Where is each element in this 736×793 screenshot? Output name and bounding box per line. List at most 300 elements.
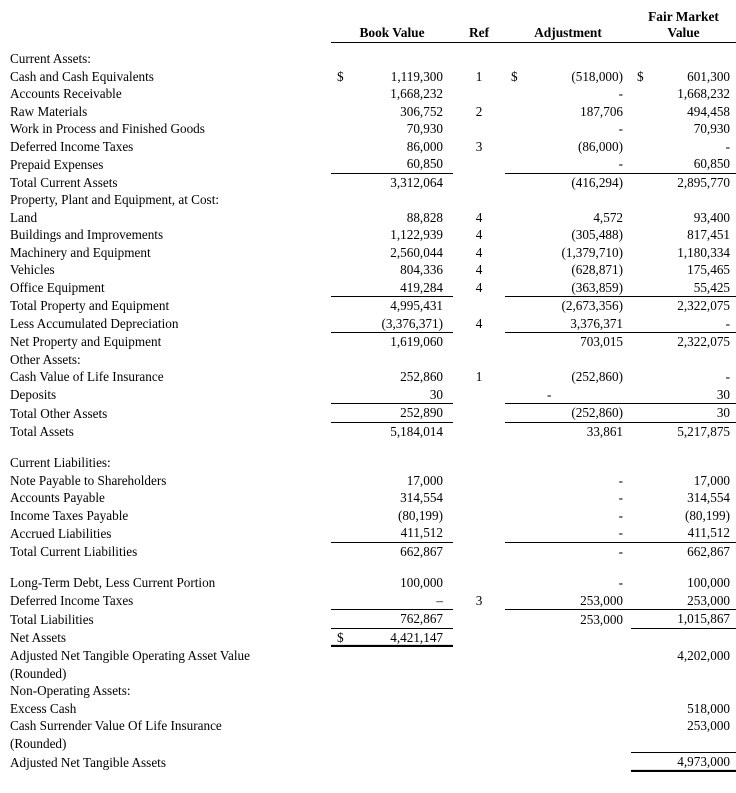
cell-fair-market-value (631, 333, 736, 351)
cell-adjustment (505, 279, 631, 297)
cell-adjustment (505, 120, 631, 138)
spacer-cell (505, 440, 631, 454)
figure: 70,930 (693, 121, 730, 136)
cell-adjustment (505, 542, 631, 560)
cell-adjustment (505, 753, 631, 772)
cell-ref: 4 (475, 209, 483, 225)
row-label: Deferred Income Taxes (10, 138, 134, 154)
figure: - (618, 86, 623, 101)
cell-adjustment (505, 173, 631, 191)
figure: 100,000 (687, 575, 730, 590)
table-row (10, 628, 736, 647)
cell-book-value (331, 574, 453, 592)
cell-fair-market-value (631, 226, 736, 244)
table-row (10, 120, 736, 138)
row-label: Vehicles (10, 262, 55, 277)
table-row (10, 753, 736, 772)
row-label: Non-Operating Assets: (10, 683, 131, 698)
cell-ref: 3 (475, 593, 483, 608)
cell-fair-market-value (631, 279, 736, 297)
cell-book-value (331, 209, 453, 227)
figure: 1,668,232 (390, 86, 443, 101)
cell-fair-market-value (631, 368, 736, 386)
figure: 419,284 (400, 279, 443, 295)
row-label: Note Payable to Shareholders (10, 472, 167, 488)
cell-adjustment (505, 507, 631, 525)
cell-ref (453, 507, 505, 525)
row-label: Total Current Assets (10, 174, 118, 190)
cell-fair-market-value (631, 489, 736, 507)
row-label: Deferred Income Taxes (10, 593, 134, 608)
cell-ref (453, 404, 505, 423)
cell-book-value (331, 524, 453, 542)
cell-book-value (331, 226, 453, 244)
cell-adjustment (505, 261, 631, 279)
figure: (80,199) (397, 507, 443, 523)
cell-adjustment (505, 628, 631, 647)
figure: (628,871) (571, 262, 623, 277)
header-rule-book-value (331, 43, 453, 51)
figure: (252,860) (571, 405, 623, 420)
cell-book-value (331, 155, 453, 173)
currency-symbol: $ (337, 68, 344, 84)
figure: 253,000 (687, 592, 730, 608)
cell-fair-market-value (631, 542, 736, 560)
cell-fair-market-value (631, 753, 736, 772)
row-label: Excess Cash (10, 700, 77, 716)
cell-book-value (331, 735, 453, 753)
figure: - (618, 490, 623, 505)
row-label: Work in Process and Finished Goods (10, 121, 205, 136)
table-row (10, 682, 736, 700)
row-label: Total Assets (10, 423, 74, 439)
row-label: Accrued Liabilities (10, 525, 112, 541)
cell-fair-market-value (631, 68, 736, 86)
table-row (10, 173, 736, 191)
spacer-cell (10, 560, 331, 574)
cell-ref (453, 155, 505, 173)
figure: - (618, 525, 623, 540)
figure: 314,554 (400, 490, 443, 505)
figure: 253,000 (580, 611, 623, 627)
cell-fair-market-value (631, 85, 736, 103)
cell-fair-market-value (631, 735, 736, 753)
table-body (10, 50, 736, 771)
figure: - (618, 472, 623, 488)
figure: 662,867 (687, 543, 730, 559)
table-row (10, 454, 736, 472)
cell-adjustment (505, 404, 631, 423)
cell-book-value (331, 386, 453, 404)
row-label: Total Current Liabilities (10, 543, 138, 559)
table-row (10, 50, 736, 68)
figure: 518,000 (687, 700, 730, 716)
cell-ref: 4 (475, 244, 483, 260)
figure: - (725, 315, 730, 331)
figure: 60,850 (693, 156, 730, 171)
figure: 86,000 (406, 138, 443, 154)
spacer-cell (10, 440, 331, 454)
figure: 253,000 (580, 592, 623, 608)
cell-book-value (331, 315, 453, 333)
row-label: Property, Plant and Equipment, at Cost: (10, 192, 220, 207)
figure: 253,000 (687, 718, 730, 733)
row-label: Long-Term Debt, Less Current Portion (10, 575, 216, 590)
cell-ref (453, 297, 505, 315)
spacer-cell (331, 560, 453, 574)
cell-ref (453, 386, 505, 404)
cell-ref (453, 524, 505, 542)
cell-book-value (331, 542, 453, 560)
table-row (10, 68, 736, 86)
cell-ref (453, 647, 505, 665)
cell-adjustment (505, 592, 631, 610)
spacer-cell (631, 560, 736, 574)
figure: 804,336 (400, 262, 443, 277)
figure: 5,217,875 (677, 423, 730, 439)
table-row (10, 85, 736, 103)
cell-fair-market-value (631, 717, 736, 735)
cell-fair-market-value (631, 647, 736, 665)
column-header-fair-market-value (631, 0, 736, 43)
figure: 314,554 (687, 490, 730, 505)
currency-symbol: $ (337, 629, 344, 645)
cell-ref (453, 333, 505, 351)
column-header-adjustment: Adjustment (534, 24, 602, 40)
cell-ref (453, 700, 505, 718)
row-label: Current Assets: (10, 51, 91, 66)
row-label: Income Taxes Payable (10, 507, 129, 523)
figure: 17,000 (693, 472, 730, 488)
cell-fair-market-value (631, 574, 736, 592)
cell-adjustment (505, 422, 631, 440)
figure: - (725, 369, 730, 384)
cell-fair-market-value (631, 682, 736, 700)
cell-adjustment (505, 735, 631, 753)
column-header-book-value: Book Value (359, 24, 425, 40)
cell-book-value (331, 489, 453, 507)
table-row (10, 333, 736, 351)
table-row (10, 592, 736, 610)
cell-adjustment (505, 191, 631, 209)
cell-book-value (331, 244, 453, 262)
adjusted-net-tangible-assets-table (10, 0, 736, 772)
table-row (10, 472, 736, 490)
cell-adjustment (505, 524, 631, 542)
cell-adjustment (505, 489, 631, 507)
cell-book-value (331, 120, 453, 138)
cell-fair-market-value (631, 244, 736, 262)
figure: - (547, 386, 552, 402)
table-row (10, 103, 736, 121)
figure: (80,199) (684, 507, 730, 523)
figure: (86,000) (577, 138, 623, 154)
cell-book-value (331, 103, 453, 121)
figure: - (618, 507, 623, 523)
cell-adjustment (505, 700, 631, 718)
figure: 2,895,770 (677, 174, 730, 190)
cell-ref (453, 753, 505, 772)
table-row (10, 700, 736, 718)
row-label: Cash and Cash Equivalents (10, 68, 154, 84)
figure: (363,859) (571, 279, 623, 295)
row-label: Deposits (10, 387, 57, 402)
cell-book-value (331, 665, 453, 683)
cell-book-value (331, 173, 453, 191)
figure: 494,458 (687, 103, 730, 119)
cell-adjustment (505, 386, 631, 404)
cell-ref (453, 574, 505, 592)
spacer-cell (505, 560, 631, 574)
figure: 411,512 (400, 525, 443, 540)
cell-adjustment (505, 665, 631, 683)
figure: - (618, 575, 623, 590)
cell-book-value (331, 682, 453, 700)
table-header (10, 0, 736, 50)
figure: 70,930 (406, 121, 443, 136)
figure: (305,488) (571, 227, 623, 242)
cell-book-value (331, 592, 453, 610)
cell-fair-market-value (631, 209, 736, 227)
cell-fair-market-value (631, 454, 736, 472)
cell-fair-market-value (631, 138, 736, 156)
figure: 4,421,147 (390, 629, 443, 645)
row-label: Adjusted Net Tangible Operating Asset Value (10, 648, 250, 663)
cell-adjustment (505, 244, 631, 262)
row-label: Accounts Receivable (10, 86, 122, 101)
figure: (252,860) (571, 369, 623, 384)
cell-fair-market-value (631, 261, 736, 279)
cell-fair-market-value (631, 422, 736, 440)
figure: 17,000 (406, 472, 443, 488)
cell-ref (453, 735, 505, 753)
cell-fair-market-value (631, 610, 736, 629)
figure: (1,379,710) (561, 244, 623, 260)
header-rule-label (10, 43, 331, 51)
figure: 3,312,064 (390, 174, 443, 190)
cell-adjustment (505, 297, 631, 315)
cell-fair-market-value (631, 507, 736, 525)
figure: 1,180,334 (677, 244, 730, 260)
cell-fair-market-value (631, 665, 736, 683)
figure: (518,000) (571, 68, 623, 84)
figure: – (436, 592, 443, 608)
figure: 93,400 (693, 209, 730, 225)
row-label: Office Equipment (10, 280, 105, 295)
cell-ref (453, 173, 505, 191)
cell-ref: 4 (475, 316, 483, 331)
figure: - (725, 138, 730, 154)
cell-book-value (331, 261, 453, 279)
figure: (3,376,371) (381, 315, 443, 331)
fair-market-value-line-2: Value (667, 24, 700, 40)
row-label: Total Liabilities (10, 611, 94, 627)
cell-book-value (331, 279, 453, 297)
figure: 662,867 (400, 543, 443, 559)
cell-book-value (331, 138, 453, 156)
cell-book-value (331, 472, 453, 490)
table-row (10, 297, 736, 315)
figure: 187,706 (580, 103, 623, 119)
figure: 252,890 (400, 405, 443, 420)
cell-ref (453, 628, 505, 647)
cell-ref (453, 665, 505, 683)
cell-ref: 1 (475, 369, 483, 384)
figure: 5,184,014 (390, 423, 443, 439)
figure: 4,572 (593, 209, 623, 225)
row-label: Total Property and Equipment (10, 298, 170, 313)
cell-book-value (331, 610, 453, 629)
cell-adjustment (505, 226, 631, 244)
row-label: Prepaid Expenses (10, 156, 104, 172)
header-rule-fair-market-value (631, 43, 736, 51)
figure: 252,860 (400, 369, 443, 384)
figure: 1,122,939 (390, 227, 443, 242)
table-row (10, 155, 736, 173)
figure: 3,376,371 (570, 315, 623, 331)
cell-ref: 3 (475, 138, 483, 154)
row-label: (Rounded) (10, 736, 67, 751)
table-row (10, 422, 736, 440)
spacer-cell (453, 560, 505, 574)
cell-fair-market-value (631, 592, 736, 610)
cell-adjustment (505, 85, 631, 103)
figure: 88,828 (406, 209, 443, 225)
figure: 4,973,000 (677, 754, 730, 769)
cell-book-value (331, 647, 453, 665)
table-row (10, 191, 736, 209)
cell-adjustment (505, 103, 631, 121)
cell-adjustment (505, 647, 631, 665)
cell-adjustment (505, 315, 631, 333)
cell-adjustment (505, 351, 631, 369)
table-row (10, 226, 736, 244)
figure: 100,000 (400, 575, 443, 590)
figure: 175,465 (687, 262, 730, 277)
figure: (2,673,356) (561, 298, 623, 313)
figure: 2,322,075 (677, 334, 730, 349)
table-row (10, 717, 736, 735)
cell-adjustment (505, 68, 631, 86)
cell-adjustment (505, 50, 631, 68)
figure: 4,995,431 (390, 298, 443, 313)
cell-book-value (331, 333, 453, 351)
table-row (10, 138, 736, 156)
spacer-cell (453, 440, 505, 454)
table-row (10, 524, 736, 542)
figure: 1,015,867 (677, 611, 730, 626)
spacer-cell (331, 440, 453, 454)
table-row (10, 315, 736, 333)
figure: 55,425 (693, 279, 730, 295)
row-label: (Rounded) (10, 665, 67, 681)
cell-adjustment (505, 574, 631, 592)
table-row (10, 610, 736, 629)
cell-adjustment (505, 209, 631, 227)
figure: 2,322,075 (677, 298, 730, 313)
table-row (10, 386, 736, 404)
cell-book-value (331, 50, 453, 68)
cell-fair-market-value (631, 50, 736, 68)
cell-fair-market-value (631, 173, 736, 191)
figure: 2,560,044 (390, 244, 443, 260)
cell-book-value (331, 297, 453, 315)
cell-fair-market-value (631, 351, 736, 369)
figure: 1,119,300 (390, 68, 443, 84)
figure: 30 (429, 386, 443, 402)
cell-book-value (331, 191, 453, 209)
cell-fair-market-value (631, 524, 736, 542)
table-row (10, 735, 736, 753)
row-label: Buildings and Improvements (10, 227, 164, 242)
cell-ref (453, 50, 505, 68)
cell-fair-market-value (631, 404, 736, 423)
cell-fair-market-value (631, 120, 736, 138)
figure: 411,512 (687, 525, 730, 540)
spacer-cell (631, 440, 736, 454)
figure: - (618, 156, 623, 171)
cell-adjustment (505, 472, 631, 490)
figure: - (618, 121, 623, 136)
cell-ref (453, 120, 505, 138)
cell-book-value (331, 454, 453, 472)
cell-ref (453, 422, 505, 440)
row-label: Land (10, 209, 38, 225)
fair-market-value-line-1: Fair Market (648, 9, 719, 24)
figure: (416,294) (571, 174, 623, 190)
cell-fair-market-value (631, 155, 736, 173)
table-row (10, 489, 736, 507)
cell-book-value (331, 68, 453, 86)
cell-ref: 1 (475, 68, 483, 84)
cell-book-value (331, 422, 453, 440)
cell-ref (453, 454, 505, 472)
cell-ref: 2 (475, 103, 483, 119)
row-label: Less Accumulated Depreciation (10, 316, 179, 331)
spacer-row (10, 560, 736, 574)
currency-symbol: $ (637, 68, 644, 84)
cell-book-value (331, 628, 453, 647)
table-row (10, 209, 736, 227)
cell-adjustment (505, 138, 631, 156)
cell-ref (453, 542, 505, 560)
row-label: Raw Materials (10, 103, 88, 119)
cell-ref (453, 472, 505, 490)
table-row (10, 261, 736, 279)
figure: 1,668,232 (677, 86, 730, 101)
header-rule-adjustment (505, 43, 631, 51)
currency-symbol: $ (511, 68, 518, 84)
cell-ref (453, 191, 505, 209)
cell-adjustment (505, 682, 631, 700)
row-label: Net Property and Equipment (10, 334, 162, 349)
cell-ref (453, 351, 505, 369)
cell-ref (453, 85, 505, 103)
table-row (10, 542, 736, 560)
column-header-ref: Ref (468, 24, 490, 40)
cell-ref (453, 682, 505, 700)
cell-book-value (331, 753, 453, 772)
row-label: Cash Value of Life Insurance (10, 369, 164, 384)
figure: 1,619,060 (390, 334, 443, 349)
table-row (10, 404, 736, 423)
row-label: Other Assets: (10, 351, 81, 367)
figure: 306,752 (400, 103, 443, 119)
figure: - (618, 543, 623, 559)
row-label: Machinery and Equipment (10, 244, 151, 260)
cell-fair-market-value (631, 297, 736, 315)
table-row (10, 351, 736, 369)
